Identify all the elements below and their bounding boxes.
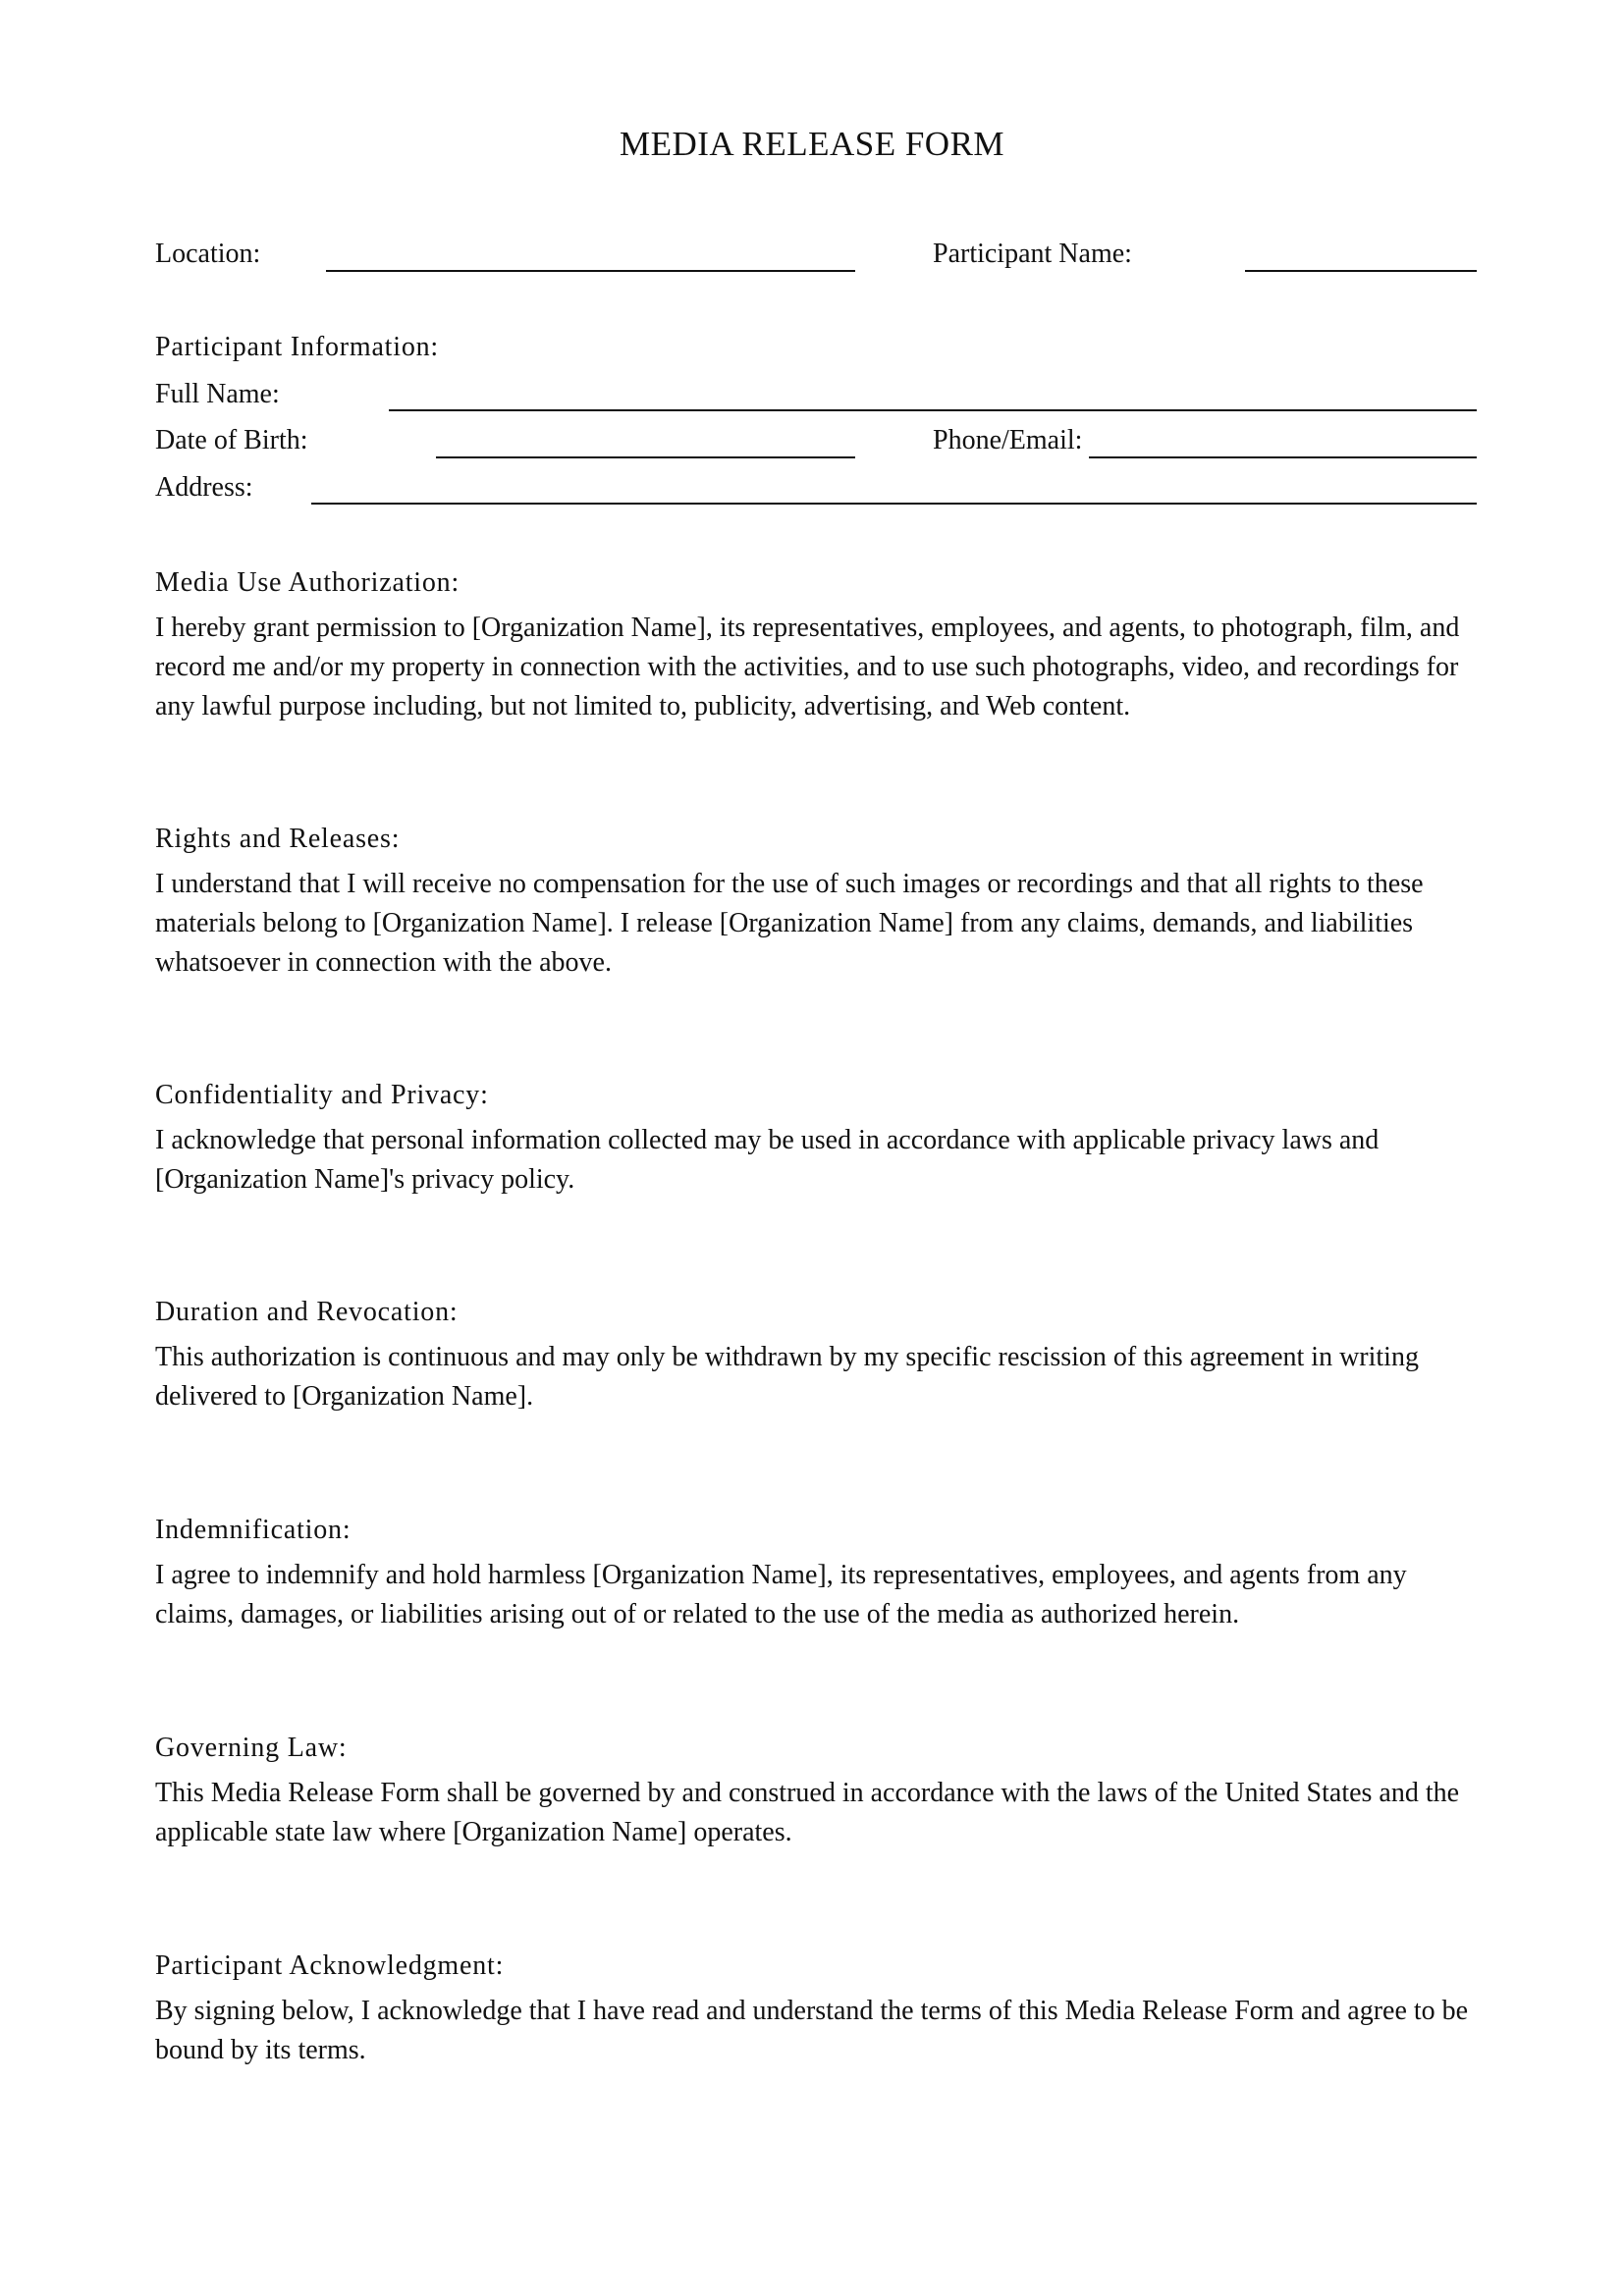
section-heading-duration: Duration and Revocation: <box>155 1297 459 1327</box>
address-label: Address: <box>155 472 253 503</box>
phone-email-field[interactable] <box>1089 456 1477 458</box>
section-body-duration: This authorization is continuous and may only be withdrawn by my specific rescission of this agreement in writing delivered to [Organization Name]. <box>155 1342 1419 1412</box>
section-heading-acknowledgment: Participant Acknowledgment: <box>155 1950 505 1981</box>
section-heading-media-use: Media Use Authorization: <box>155 567 460 598</box>
section-heading-rights: Rights and Releases: <box>155 824 401 854</box>
form-title: MEDIA RELEASE FORM <box>619 125 1005 163</box>
section-body-media-use: I hereby grant permission to [Organization Name], its representatives, employees, and agents, to photograph, film, and record me and/or my property in connection with the activities, and to use such photographs, video, and recordings for any lawful purpose including, but not limited to, publicity, advertising, and Web content. <box>155 613 1460 721</box>
participant-name-field[interactable] <box>1245 270 1477 272</box>
section-heading-confidentiality: Confidentiality and Privacy: <box>155 1080 489 1110</box>
section-body-rights: I understand that I will receive no compensation for the use of such images or recordings and that all rights to these materials belong to [Organization Name]. I release [Organization Name] from any claims, demands, and liabilities whatsoever in connection with the above. <box>155 869 1424 978</box>
dob-label: Date of Birth: <box>155 425 308 455</box>
address-field[interactable] <box>311 503 1477 505</box>
full-name-label: Full Name: <box>155 379 280 409</box>
section-body-governing-law: This Media Release Form shall be governed by and construed in accordance with the laws of the United States and the applicable state law where [Organization Name] operates. <box>155 1778 1460 1847</box>
participant-name-label: Participant Name: <box>933 239 1132 269</box>
section-heading-indemnification: Indemnification: <box>155 1515 352 1545</box>
section-heading-governing-law: Governing Law: <box>155 1733 348 1763</box>
section-body-indemnification: I agree to indemnify and hold harmless [Organization Name], its representatives, employees, and agents from any claims, damages, or liabilities arising out of or related to the use of the media as authorized herein. <box>155 1560 1407 1629</box>
section-body-confidentiality: I acknowledge that personal information collected may be used in accordance with applicable privacy laws and [Organization Name]'s privacy policy. <box>155 1125 1380 1195</box>
section-body-acknowledgment: By signing below, I acknowledge that I have read and understand the terms of this Media Release Form and agree to be bound by its terms. <box>155 1996 1469 2065</box>
phone-email-label: Phone/Email: <box>933 425 1083 455</box>
location-label: Location: <box>155 239 261 269</box>
dob-field[interactable] <box>436 456 855 458</box>
participant-info-heading: Participant Information: <box>155 332 440 362</box>
location-field[interactable] <box>326 270 855 272</box>
full-name-field[interactable] <box>389 409 1477 411</box>
